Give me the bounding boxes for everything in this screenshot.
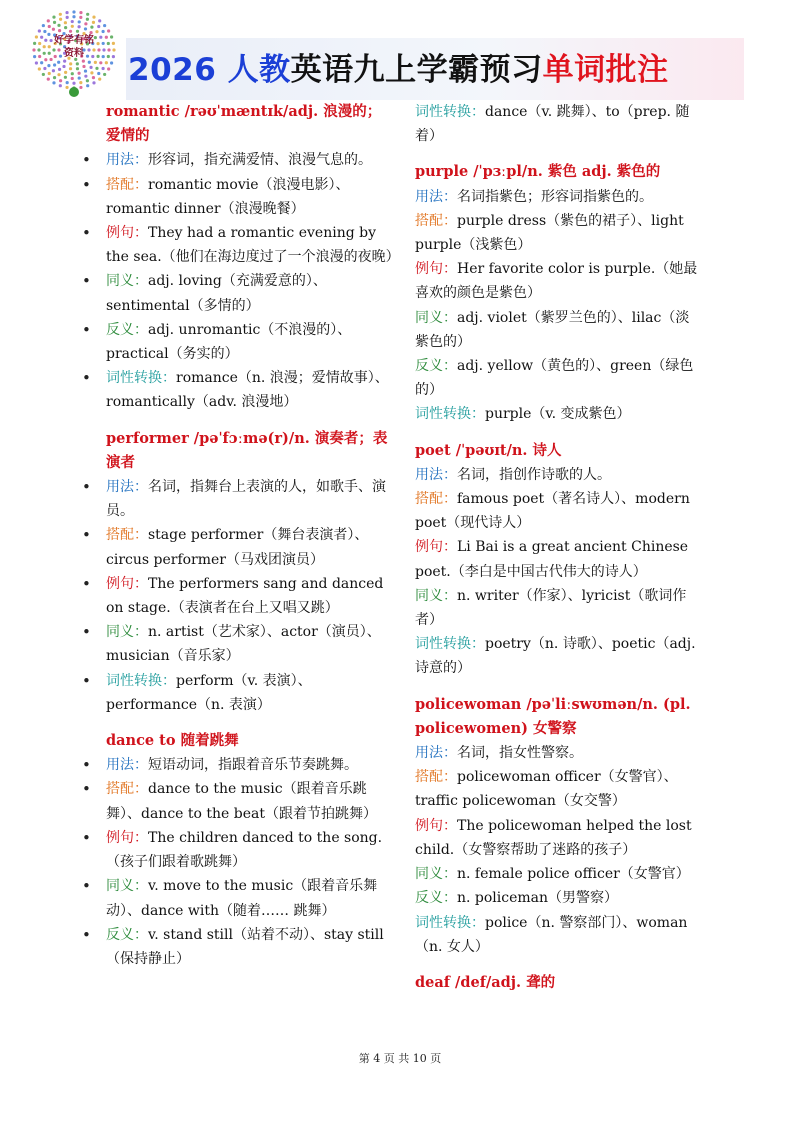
annotation-item [415, 100, 700, 148]
headword: dance to 随着跳舞 [106, 732, 239, 750]
annotation-text: v. move to the music（跟着音乐舞动）、dance with（随着…… 跳舞） [106, 878, 378, 919]
annotation-item [415, 209, 700, 257]
annotation-label: 词性转换： [415, 636, 485, 653]
annotation-label: 用法： [415, 188, 457, 205]
annotation-text: adj. unromantic（不浪漫的）、practical（务实的） [106, 321, 352, 363]
annotation-label: 同义： [415, 309, 457, 326]
annotation-item [106, 874, 394, 922]
annotation-item [415, 741, 700, 765]
annotation-item [106, 318, 394, 366]
annotation-label: 搭配： [415, 491, 457, 508]
annotation-text: n. female police officer（女警官） [457, 866, 690, 883]
annotation-label: 搭配： [106, 781, 148, 798]
annotation-text: 名词，指创作诗歌的人。 [457, 466, 611, 483]
annotation-text: n. writer（作家）、lyricist（歌词作者） [415, 587, 687, 629]
annotation-item [415, 535, 700, 583]
annotation-item [415, 814, 700, 862]
annotation-text: dance（v. 跳舞）、to（prep. 随着） [415, 104, 690, 145]
annotation-label: 用法： [106, 152, 148, 169]
annotation-label: 反义： [415, 358, 457, 375]
annotation-label: 例句： [415, 261, 457, 278]
annotation-text: famous poet（著名诗人）、modern poet（现代诗人） [415, 491, 690, 532]
annotation-label: 词性转换： [415, 104, 485, 120]
annotation-text: 名词指紫色；形容词指紫色的。 [457, 188, 653, 205]
annotation-label: 同义： [106, 878, 148, 895]
headword: romantic /rəʊˈmæntɪk/adj. 浪漫的；爱情的 [106, 103, 382, 145]
word-entry [415, 971, 700, 995]
annotation-label: 反义： [415, 890, 457, 907]
annotation-label: 同义： [415, 866, 457, 883]
annotation-item [415, 402, 700, 426]
annotation-text: v. stand still（站着不动）、stay still（保持静止） [106, 926, 384, 967]
page-title: 2026 人教英语九上学霸预习单词批注 [128, 52, 669, 88]
right-column [415, 100, 700, 1007]
left-column [106, 100, 400, 983]
annotation-item [415, 584, 700, 632]
annotation-item [415, 487, 700, 535]
annotation-text: poetry（n. 诗歌）、poetic（adj. 诗意的） [415, 636, 696, 677]
annotation-text: 短语动词，指跟着音乐节奏跳舞。 [148, 757, 358, 774]
annotation-text: Her favorite color is purple.（她最喜欢的颜色是紫色） [415, 261, 698, 302]
annotation-text: Li Bai is a great ancient Chinese poet.（李白是中国古代伟大的诗人） [415, 539, 689, 580]
word-entry [106, 100, 400, 415]
annotation-item [106, 148, 394, 172]
annotation-text: purple dress（紫色的裙子）、light purple（浅紫色） [415, 212, 684, 254]
annotation-list [106, 475, 394, 717]
annotation-text: They had a romantic evening by the sea.（他们在海边度过了一个浪漫的夜晚） [106, 225, 400, 266]
annotation-label: 搭配： [415, 212, 457, 229]
annotation-item [106, 753, 394, 777]
annotation-text: dance to the music（跟着音乐跳舞）、dance to the beat（跟着节拍跳舞） [106, 781, 378, 822]
annotation-list [415, 100, 700, 148]
annotation-text: The performers sang and danced on stage.（表演者在台上又唱又跳） [106, 575, 384, 617]
annotation-label: 例句： [106, 829, 148, 846]
annotation-item [106, 669, 394, 717]
annotation-text: perform（v. 表演）、performance（n. 表演） [106, 672, 312, 713]
annotation-item [415, 354, 700, 402]
annotation-item [106, 826, 394, 874]
annotation-label: 同义： [415, 587, 457, 604]
word-entry [106, 729, 394, 971]
annotation-item [415, 185, 700, 209]
annotation-list [106, 148, 400, 414]
annotation-text: policewoman officer（女警官）、traffic policewoman（女交警） [415, 769, 678, 810]
annotation-item [415, 632, 700, 680]
headword: purple /ˈpɜːpl/n. 紫色 adj. 紫色的 [415, 163, 661, 181]
annotation-text: romance（n. 浪漫；爱情故事）、romantically（adv. 浪漫地） [106, 370, 389, 411]
annotation-text: romantic movie（浪漫电影）、romantic dinner（浪漫晚餐） [106, 176, 350, 217]
annotation-item [106, 620, 394, 668]
annotation-item [106, 475, 394, 523]
word-entry [106, 427, 394, 717]
annotation-label: 用法： [106, 757, 148, 774]
word-entry [415, 693, 700, 959]
annotation-text: The policewoman helped the lost child.（女警察帮助了迷路的孩子） [415, 817, 692, 858]
annotation-label: 例句： [415, 539, 457, 556]
annotation-text: n. policeman（男警察） [457, 890, 619, 907]
headword: policewoman /pəˈliːswʊmən/n. (pl. policewomen) 女警察 [415, 695, 691, 737]
annotation-item [106, 777, 394, 825]
annotation-label: 搭配： [106, 527, 148, 544]
logo-text: 好学有铭 资料 [54, 35, 94, 59]
annotation-text: stage performer（舞台表演者）、circus performer（马戏团演员） [106, 527, 369, 568]
annotation-text: adj. violet（紫罗兰色的）、lilac（淡紫色的） [415, 309, 690, 350]
annotation-text: adj. yellow（黄色的）、green（绿色的） [415, 358, 694, 399]
annotation-item [106, 173, 394, 221]
word-entry [415, 160, 700, 426]
annotation-item [415, 463, 700, 487]
annotation-label: 同义： [106, 624, 148, 641]
annotation-list [415, 463, 700, 681]
annotation-label: 词性转换： [106, 370, 176, 387]
annotation-text: 名词，指舞台上表演的人，如歌手、演员。 [106, 479, 386, 520]
annotation-label: 搭配： [415, 769, 457, 786]
annotation-text: purple（v. 变成紫色） [485, 406, 631, 423]
annotation-item [106, 572, 394, 620]
annotation-text: n. artist（艺术家）、actor（演员）、musician（音乐家） [106, 624, 381, 665]
annotation-label: 例句： [415, 817, 457, 834]
annotation-label: 反义： [106, 321, 148, 338]
annotation-label: 词性转换： [415, 914, 485, 931]
word-entry [415, 100, 700, 148]
annotation-text: adj. loving（充满爱意的）、sentimental（多情的） [106, 273, 327, 314]
annotation-list [106, 753, 394, 971]
annotation-item [415, 886, 700, 910]
annotation-list [415, 185, 700, 427]
annotation-label: 例句： [106, 225, 148, 242]
annotation-label: 词性转换： [106, 672, 176, 689]
annotation-item [415, 257, 700, 305]
headword: poet /ˈpəʊɪt/n. 诗人 [415, 441, 562, 459]
annotation-label: 用法： [106, 479, 148, 496]
headword: performer /pəˈfɔːmə(r)/n. 演奏者；表演者 [106, 429, 388, 471]
annotation-label: 同义： [106, 273, 148, 290]
annotation-item [415, 862, 700, 886]
page-footer: 第 4 页 共 10 页 [358, 1052, 442, 1065]
annotation-label: 例句： [106, 575, 148, 592]
annotation-item [415, 911, 700, 959]
annotation-item [106, 366, 394, 414]
annotation-text: police（n. 警察部门）、woman（n. 女人） [415, 914, 688, 955]
annotation-item [106, 523, 394, 571]
annotation-item [106, 221, 400, 269]
annotation-item [106, 269, 394, 317]
annotation-label: 词性转换： [415, 406, 485, 423]
word-entry [415, 439, 700, 681]
annotation-label: 反义： [106, 926, 148, 943]
annotation-item [415, 306, 700, 354]
annotation-label: 搭配： [106, 176, 148, 193]
annotation-item [415, 765, 700, 813]
annotation-item [106, 923, 394, 971]
annotation-label: 用法： [415, 745, 457, 762]
headword: deaf /def/adj. 聋的 [415, 973, 556, 991]
annotation-list [415, 741, 700, 959]
annotation-text: The children danced to the song.（孩子们跟着歌跳舞） [106, 829, 383, 871]
annotation-text: 形容词，指充满爱情、浪漫气息的。 [148, 152, 372, 169]
annotation-label: 用法： [415, 466, 457, 483]
annotation-text: 名词，指女性警察。 [457, 745, 583, 762]
